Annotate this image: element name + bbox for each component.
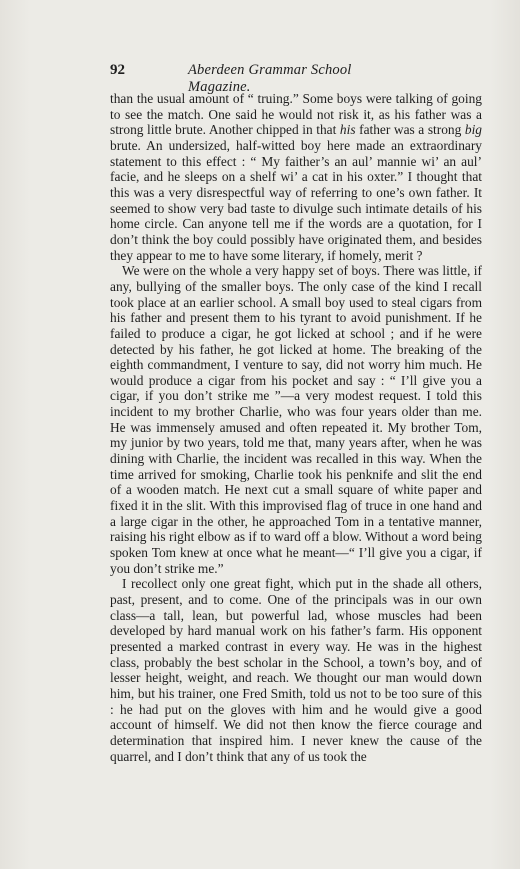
running-title: Aberdeen Grammar School Magazine. — [188, 62, 352, 95]
paragraph-1: than the usual amount of “ truing.” Some boys were talking of going to see the match. One said he would not risk it, as his father was a strong little brute. Another chipped in that his father was a strong big brute. An undersized, half-witted boy here made an extraordinary statement to this effect : “ My faither’s an aul’ mannie wi’ an aul’ facie, and he sleeps on a shelf wi’ a cat in his oxter.” I thought that this was a very disrespectful way of referring to one’s own father. It seemed to show very bad taste to divulge such intimate details of his home circle. Can anyone tell me if the words are a quotation, for I don’t think the boy could possibly have originated them, and besides they appear to me to have some literary, if homely, merit ? — [110, 91, 482, 263]
emphasis-word: his — [339, 122, 356, 138]
article-body — [110, 91, 482, 764]
page-number: 92 — [110, 62, 125, 78]
paragraph-3: I recollect only one great fight, which put in the shade all others, past, present, and to come. One of the principals was in our own class—a tall, lean, but powerful lad, whose muscles had been developed by hard manual work on his father’s farm. His opponent presented a marked contrast in every way. He was in the highest class, probably the best scholar in the School, a town’s boy, and of lesser height, weight, and reach. We thought our man would down him, but his trainer, one Fred Smith, told us not to be too sure of this : he had put on the gloves with him and he would give a good account of himself. We did not then know the fierce courage and determination that inspired him. I never knew the cause of the quarrel, and I don’t think that any of us took the — [110, 576, 482, 764]
emphasis-word: big — [464, 122, 482, 138]
page-header — [110, 62, 410, 95]
paragraph-2: We were on the whole a very happy set of boys. There was little, if any, bullying of the smaller boys. The only case of the kind I recall took place at an earlier school. A small boy used to steal cigars from his father and present them to his tyrant to avoid punishment. If he failed to produce a cigar, he got licked at school ; and if he were detected by his father, he got licked at home. The breaking of the eighth commandment, I venture to say, did not worry him much. He would produce a cigar from his pocket and say : “ I’ll give you a cigar, if you don’t strike me ”—a very modest request. I told this incident to my brother Charlie, who was four years older than me. He was immensely amused and often repeated it. My brother Tom, my junior by two years, told me that, many years after, when he was dining with Charlie, the incident was recalled in this way. When the time arrived for smoking, Charlie took his penknife and slit the end of a wooden match. He next cut a small square of white paper and fixed it in the slit. With this improvised flag of truce in one hand and a large cigar in the other, he approached Tom in a tentative manner, raising his right elbow as if to ward off a blow. Without a word being spoken Tom knew at once what he meant—“ I’ll give you a cigar, if you don’t strike me.” — [110, 263, 482, 576]
